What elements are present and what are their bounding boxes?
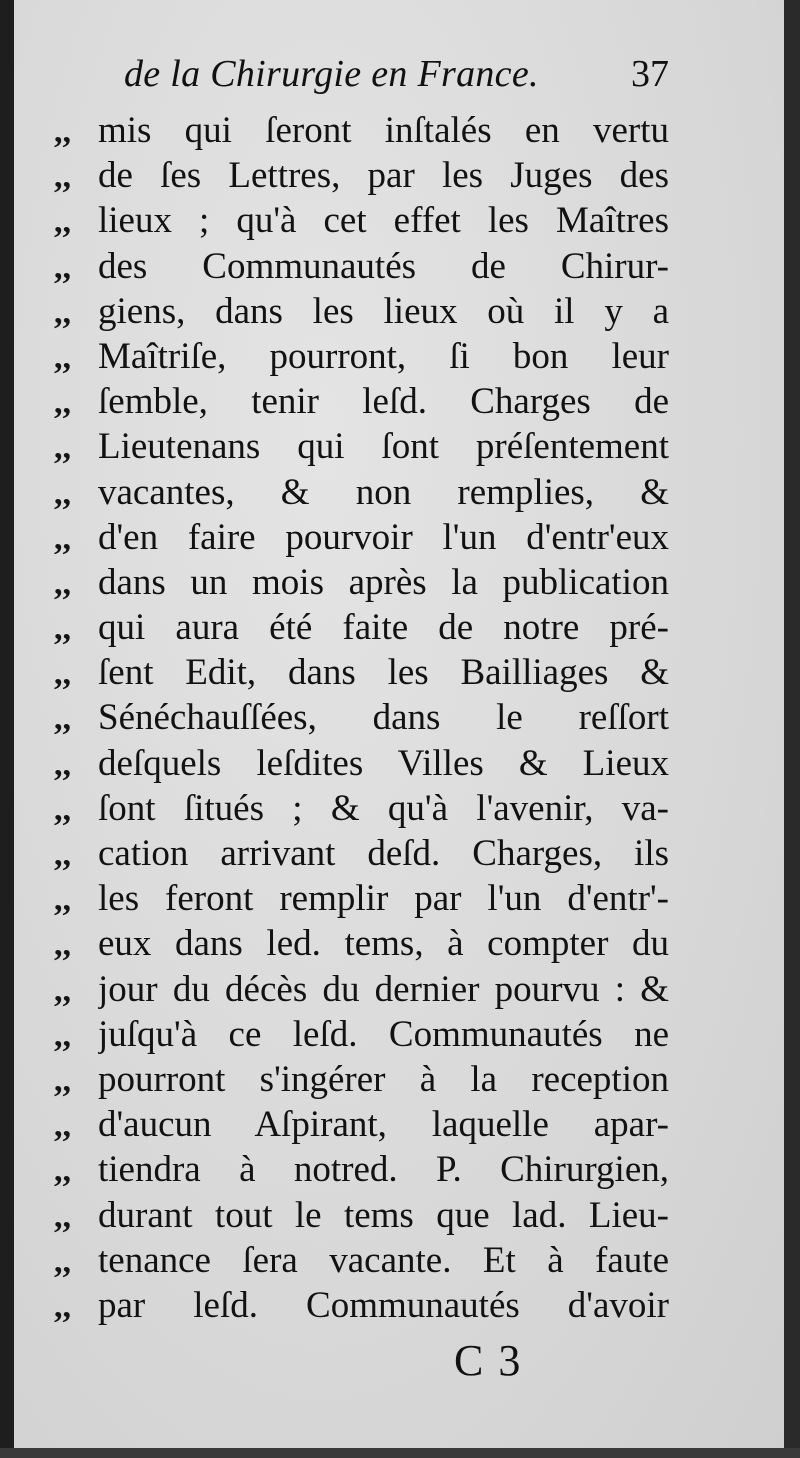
- line-text: durant tout le tems que lad. Lieu-: [98, 1194, 669, 1236]
- quotation-mark: ,,: [54, 564, 71, 602]
- quotation-mark: ,,: [54, 113, 71, 150]
- line-text: pourront s'ingérer à la reception: [98, 1058, 669, 1100]
- line-text: Sénéchauſſées, dans le reſſort: [98, 697, 669, 739]
- text-line: [54, 967, 669, 1012]
- page-number: 37: [631, 53, 669, 95]
- line-text: lieux ; qu'à cet effet les Maîtres: [98, 200, 669, 242]
- quotation-mark: ,,: [54, 1197, 71, 1235]
- quotation-mark: ,,: [54, 745, 71, 783]
- text-line: [54, 831, 669, 876]
- line-text: jour du décès du dernier pourvu : &: [98, 968, 669, 1010]
- line-text: d'aucun Aſpirant, laquelle apar-: [98, 1104, 669, 1146]
- line-text: ſent Edit, dans les Bailliages &: [98, 652, 669, 694]
- line-text: Maîtriſe, pourront, ſi bon leur: [98, 335, 669, 377]
- text-line: [54, 198, 669, 243]
- text-line: [54, 1193, 669, 1238]
- quotation-mark: ,,: [54, 1152, 71, 1190]
- quotation-mark: ,,: [54, 293, 71, 331]
- text-line: [54, 695, 669, 740]
- line-text: mis qui ſeront inſtalés en vertu: [98, 110, 669, 151]
- text-line: [54, 1012, 669, 1057]
- page-bottom-edge: [0, 1448, 800, 1458]
- quotation-mark: ,,: [54, 700, 71, 738]
- text-line: [54, 289, 669, 334]
- text-line: [54, 1283, 669, 1328]
- line-text: ſont ſitués ; & qu'à l'avenir, va-: [98, 787, 669, 829]
- line-text: les feront remplir par l'un d'entr'-: [98, 878, 669, 920]
- line-text: cation arrivant deſd. Charges, ils: [98, 833, 669, 874]
- quotation-mark: ,,: [54, 158, 71, 196]
- line-text: ſemble, tenir leſd. Charges de: [98, 381, 669, 423]
- quotation-mark: ,,: [54, 836, 71, 873]
- text-line: [54, 786, 669, 831]
- quotation-mark: ,,: [54, 474, 71, 512]
- quotation-mark: ,,: [54, 519, 71, 557]
- text-line: [54, 244, 669, 289]
- text-line: [54, 650, 669, 695]
- text-line: [54, 424, 669, 469]
- quotation-mark: ,,: [54, 971, 71, 1009]
- quotation-mark: ,,: [54, 1287, 71, 1325]
- line-text: juſqu'à ce leſd. Communautés ne: [98, 1013, 669, 1055]
- text-line: [54, 1102, 669, 1147]
- text-line: [54, 379, 669, 424]
- line-text: eux dans led. tems, à compter du: [98, 923, 669, 965]
- quotation-mark: ,,: [54, 926, 71, 964]
- text-line: [54, 153, 669, 198]
- line-text: par leſd. Communautés d'avoir: [98, 1284, 669, 1326]
- line-text: tiendra à notred. P. Chirurgien,: [98, 1149, 669, 1191]
- quotation-mark: ,,: [54, 384, 71, 422]
- quotation-mark: ,,: [54, 429, 71, 467]
- line-text: giens, dans les lieux où il y a: [98, 290, 669, 332]
- text-line: [54, 605, 669, 650]
- line-text: vacantes, & non remplies, &: [98, 471, 669, 513]
- book-page: [14, 0, 784, 1448]
- line-text: de ſes Lettres, par les Juges des: [98, 155, 669, 197]
- body-text: [54, 108, 669, 1328]
- line-text: qui aura été faite de notre pré-: [98, 607, 669, 649]
- text-line: [54, 1147, 669, 1192]
- running-title: de la Chirurgie en France.: [124, 53, 539, 95]
- quotation-mark: ,,: [54, 1242, 71, 1280]
- quotation-mark: ,,: [54, 1061, 71, 1099]
- line-text: d'en faire pourvoir l'un d'entr'eux: [98, 516, 669, 558]
- page-edge-shadow: [784, 0, 800, 1458]
- line-text: Lieutenans qui ſont préſentement: [98, 426, 669, 468]
- text-line: [54, 515, 669, 560]
- quotation-mark: ,,: [54, 338, 71, 376]
- page-header: [124, 52, 669, 102]
- quotation-mark: ,,: [54, 1107, 71, 1145]
- text-line: [54, 470, 669, 515]
- text-line: [54, 921, 669, 966]
- line-text: dans un mois après la publication: [98, 561, 669, 603]
- quotation-mark: ,,: [54, 1016, 71, 1054]
- text-line: [54, 1238, 669, 1283]
- text-line: [54, 334, 669, 379]
- line-text: deſquels leſdites Villes & Lieux: [98, 742, 669, 784]
- text-line: [54, 108, 669, 153]
- quotation-mark: ,,: [54, 881, 71, 919]
- text-line: [54, 1057, 669, 1102]
- quotation-mark: ,,: [54, 655, 71, 693]
- quotation-mark: ,,: [54, 248, 71, 286]
- text-line: [54, 560, 669, 605]
- line-text: des Communautés de Chirur-: [98, 245, 669, 287]
- text-line: [54, 876, 669, 921]
- quotation-mark: ,,: [54, 203, 71, 241]
- text-line: [54, 741, 669, 786]
- quotation-mark: ,,: [54, 790, 71, 828]
- quotation-mark: ,,: [54, 610, 71, 648]
- line-text: tenance ſera vacante. Et à faute: [98, 1239, 669, 1281]
- signature-mark: C 3: [454, 1336, 523, 1385]
